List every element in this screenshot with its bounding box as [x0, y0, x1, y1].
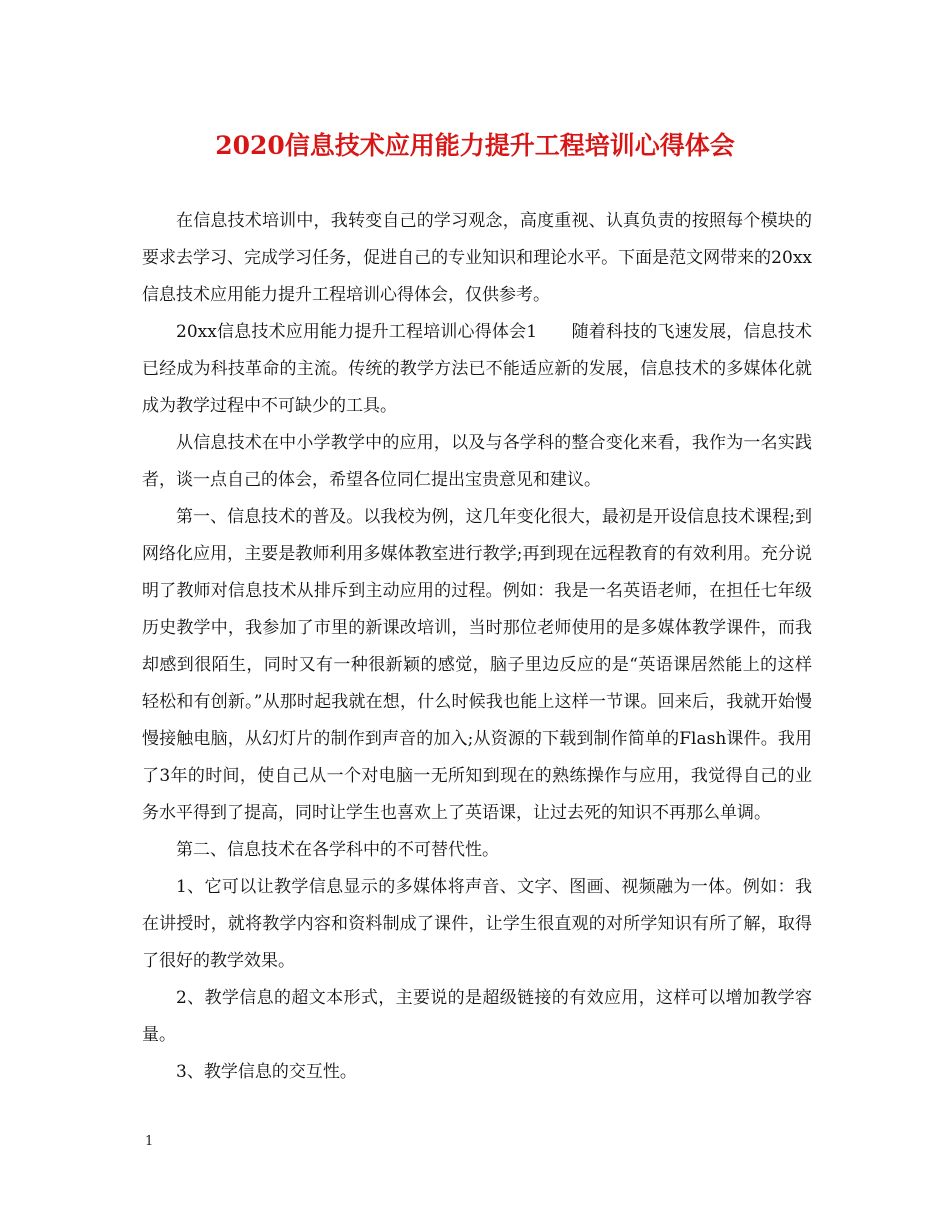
page-number: 1	[145, 1134, 154, 1149]
paragraph-point-one: 第一、信息技术的普及。以我校为例，这几年变化很大，最初是开设信息技术课程;到网络化应用，主要是教师利用多媒体教室进行教学;再到现在远程教育的有效利用。充分说明了教师对信息技术从排斥到主动应用的过程。例如：我是一名英语老师，在担任七年级历史教学中，我参加了市里的新课改培训，当时那位老师使用的是多媒体教学课件，而我却感到很陌生，同时又有一种很新颖的感觉，脑子里边反应的是“英语课居然能上的这样轻松和有创新。”从那时起我就在想，什么时候我也能上这样一节课。回来后，我就开始慢慢接触电脑，从幻灯片的制作到声音的加入;从资源的下载到制作简单的Flash课件。我用了3年的时间，使自己从一个对电脑一无所知到现在的熟练操作与应用，我觉得自己的业务水平得到了提高，同时让学生也喜欢上了英语课，让过去死的知识不再那么单调。	[142, 507, 812, 823]
paragraph-item-1: 1、它可以让教学信息显示的多媒体将声音、文字、图画、视频融为一体。例如：我在讲授时，就将教学内容和资料制成了课件，让学生很直观的对所学知识有所了解，取得了很好的教学效果。	[142, 877, 812, 971]
paragraph-practice: 从信息技术在中小学教学中的应用，以及与各学科的整合变化来看，我作为一名实践者，谈一点自己的体会，希望各位同仁提出宝贵意见和建议。	[142, 433, 812, 490]
document-title: 2020信息技术应用能力提升工程培训心得体会	[215, 131, 735, 160]
paragraph-item-2: 2、教学信息的超文本形式，主要说的是超级链接的有效应用，这样可以增加教学容量。	[142, 988, 812, 1045]
paragraph-item-3: 3、教学信息的交互性。	[176, 1062, 357, 1082]
paragraph-intro: 在信息技术培训中，我转变自己的学习观念，高度重视、认真负责的按照每个模块的要求去学习、完成学习任务，促进自己的专业知识和理论水平。下面是范文网带来的20xx信息技术应用能力提升工程培训心得体会，仅供参考。	[142, 211, 812, 305]
paragraph-experience-1: 20xx信息技术应用能力提升工程培训心得体会1 随着科技的飞速发展，信息技术已经成为科技革命的主流。传统的教学方法已不能适应新的发展，信息技术的多媒体化就成为教学过程中不可缺少的工具。	[142, 322, 812, 416]
paragraph-point-two: 第二、信息技术在各学科中的不可替代性。	[176, 840, 499, 860]
document-body	[142, 203, 812, 1091]
